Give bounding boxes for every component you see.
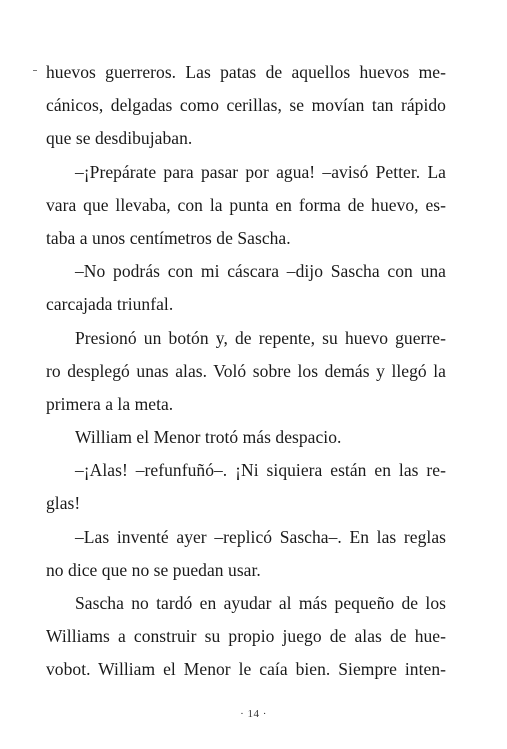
text-line: no dice que no se puedan usar. (46, 559, 261, 580)
text-line: Williams a construir su propio juego de alas de hue- (46, 626, 446, 647)
text-line: glas! (46, 493, 81, 514)
page-number: · 14 · (240, 708, 267, 720)
text-line: primera a la meta. (46, 393, 174, 414)
text-line: huevos guerreros. Las patas de aquellos huevos me- (46, 62, 446, 82)
text-line: William el Menor trotó más despacio. (75, 427, 342, 448)
body-text (46, 56, 446, 687)
text-line: vara que llevaba, con la punta en forma de huevo, es- (46, 194, 446, 215)
text-line: Presionó un botón y, de repente, su huevo guerre- (75, 327, 446, 348)
text-line: ro desplegó unas alas. Voló sobre los demás y llegó la (46, 360, 446, 381)
text-line: –No podrás con mi cáscara –dijo Sascha con una (75, 261, 446, 282)
text-line: carcajada triunfal. (46, 294, 174, 315)
text-line: Sascha no tardó en ayudar al más pequeño de los (75, 593, 446, 613)
text-line: –¡Prepárate para pasar por agua! –avisó Petter. La (75, 161, 446, 182)
text-line: cánicos, delgadas como cerillas, se movían tan rápido (46, 95, 446, 116)
text-line: vobot. William el Menor le caía bien. Siempre inten- (46, 659, 446, 680)
text-line: taba a unos centímetros de Sascha. (46, 227, 291, 248)
text-line: que se desdibujaban. (46, 128, 193, 149)
margin-mark (33, 70, 37, 71)
text-line: –Las inventé ayer –replicó Sascha–. En las reglas (75, 526, 446, 547)
text-line: –¡Alas! –refunfuñó–. ¡Ni siquiera están en las re- (75, 460, 446, 481)
